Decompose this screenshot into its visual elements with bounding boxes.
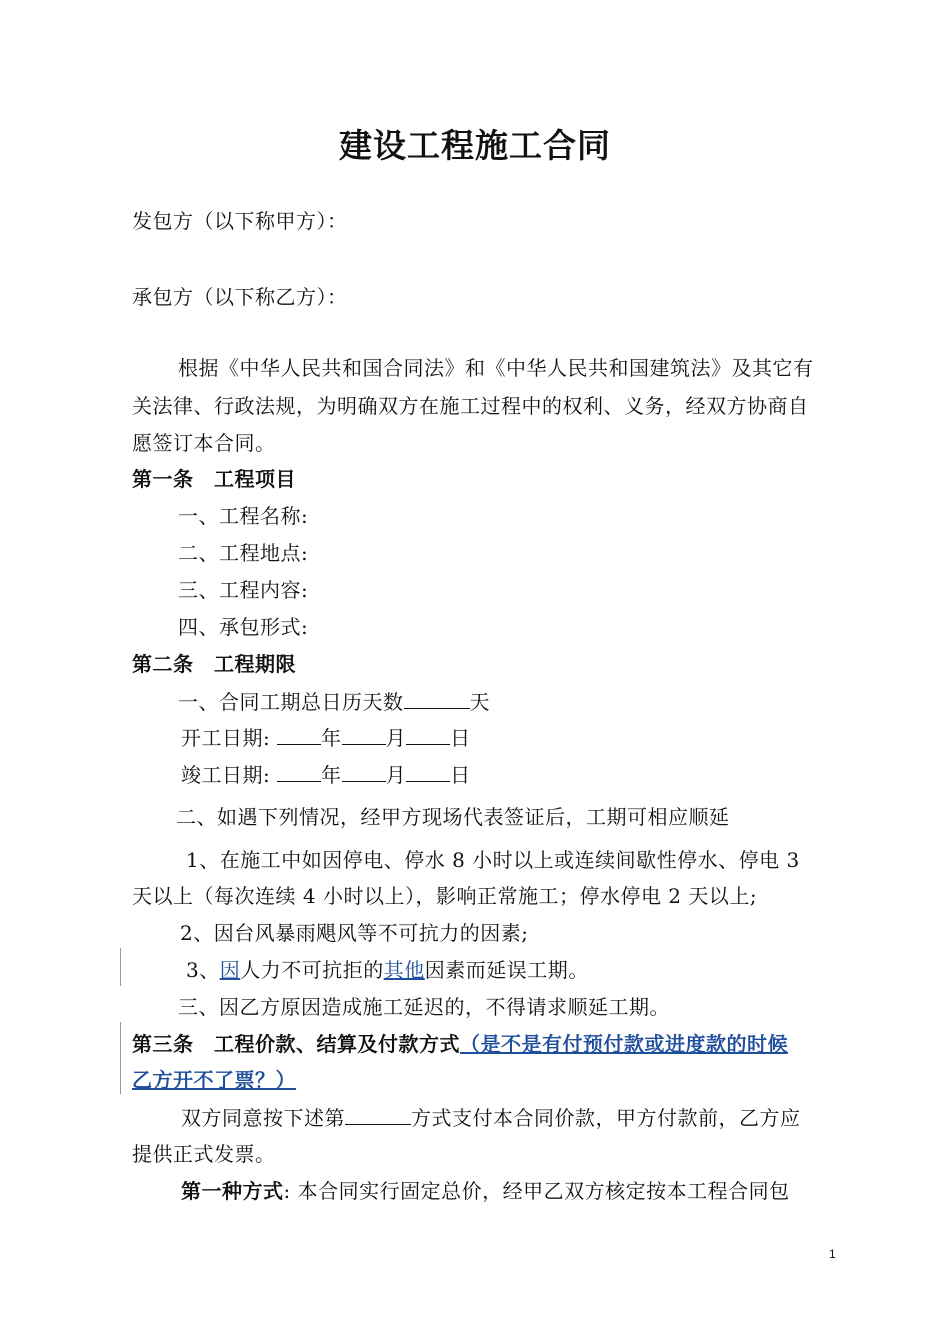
case-2: 2、因台风暴雨飓风等不可抗力的因素; [180, 921, 529, 945]
project-location-item: 二、工程地点: [178, 541, 309, 565]
case-3-number: 3、 [186, 958, 220, 982]
project-content-item: 三、工程内容: [178, 578, 309, 602]
page-number: 1 [829, 1247, 836, 1261]
article-2-heading: 第二条 工程期限 [132, 652, 296, 676]
clause-3: 三、因乙方原因造成施工延迟的，不得请求顺延工期。 [178, 995, 670, 1019]
intro-line-3: 愿签订本合同。 [132, 431, 276, 455]
duration-prefix: 一、合同工期总日历天数 [178, 690, 404, 714]
payment-method-blank[interactable] [345, 1104, 411, 1125]
month-label: 月 [385, 726, 407, 750]
case-1-line-2: 天以上（每次连续 4 小时以上），影响正常施工；停水停电 2 天以上; [132, 884, 758, 908]
start-year-blank[interactable] [277, 724, 321, 745]
case-1-line-1: 1、在施工中如因停电、停水 8 小时以上或连续间歇性停水、停电 3 [186, 848, 800, 872]
intro-line-2: 关法律、行政法规，为明确双方在施工过程中的权利、义务，经双方协商自 [132, 394, 809, 418]
article-3-comment-line-2 [132, 1067, 296, 1093]
tracked-comment-insertion[interactable]: 乙方开不了票？） [132, 1068, 296, 1092]
case-3-text: 人力不可抗拒的 [240, 958, 384, 982]
method-1-text: : 本合同实行固定总价，经甲乙双方核定按本工程合同包 [283, 1179, 790, 1203]
day-label: 日 [450, 763, 471, 787]
payment-line-1 [181, 1104, 801, 1131]
article-3-heading: 第三条 工程价款、结算及付款方式 [132, 1032, 460, 1056]
day-label: 日 [450, 726, 471, 750]
case-3-text-end: 因素而延误工期。 [424, 958, 589, 982]
intro-line-1: 根据《中华人民共和国合同法》和《中华人民共和国建筑法》及其它有 [178, 356, 814, 380]
article-3-heading-line [132, 1031, 788, 1057]
revision-bar [120, 1022, 121, 1094]
document-title: 建设工程施工合同 [339, 126, 611, 165]
end-day-blank[interactable] [406, 761, 450, 782]
start-day-blank[interactable] [406, 724, 450, 745]
payment-line-2: 提供正式发票。 [132, 1142, 276, 1166]
start-date-label: 开工日期: [181, 726, 271, 750]
tracked-insertion[interactable]: 因 [219, 958, 241, 982]
start-month-blank[interactable] [342, 724, 386, 745]
case-3 [186, 957, 589, 983]
month-label: 月 [385, 763, 407, 787]
duration-blank[interactable] [404, 688, 470, 709]
party-b-line: 承包方（以下称乙方）： [132, 285, 348, 309]
year-label: 年 [321, 726, 342, 750]
duration-suffix: 天 [469, 690, 490, 714]
start-date-line [181, 724, 471, 751]
method-1-line [181, 1178, 790, 1204]
duration-line [178, 688, 490, 715]
payment-prefix: 双方同意按下述第 [181, 1106, 345, 1130]
tracked-comment-insertion[interactable]: （是不是有付预付款或进度款的时候 [460, 1032, 788, 1056]
tracked-insertion[interactable]: 其他 [383, 958, 425, 982]
article-1-heading: 第一条 工程项目 [132, 467, 296, 491]
year-label: 年 [321, 763, 342, 787]
end-month-blank[interactable] [342, 761, 386, 782]
end-date-label: 竣工日期: [181, 763, 271, 787]
method-1-label: 第一种方式 [181, 1179, 284, 1203]
project-name-item: 一、工程名称: [178, 504, 309, 528]
end-year-blank[interactable] [277, 761, 321, 782]
contract-form-item: 四、承包形式: [178, 615, 309, 639]
end-date-line [181, 761, 471, 788]
party-a-line: 发包方（以下称甲方）： [132, 209, 348, 233]
payment-suffix: 方式支付本合同价款，甲方付款前，乙方应 [411, 1106, 801, 1130]
extension-intro: 二、如遇下列情况，经甲方现场代表签证后，工期可相应顺延 [176, 805, 730, 829]
revision-bar [120, 948, 121, 986]
